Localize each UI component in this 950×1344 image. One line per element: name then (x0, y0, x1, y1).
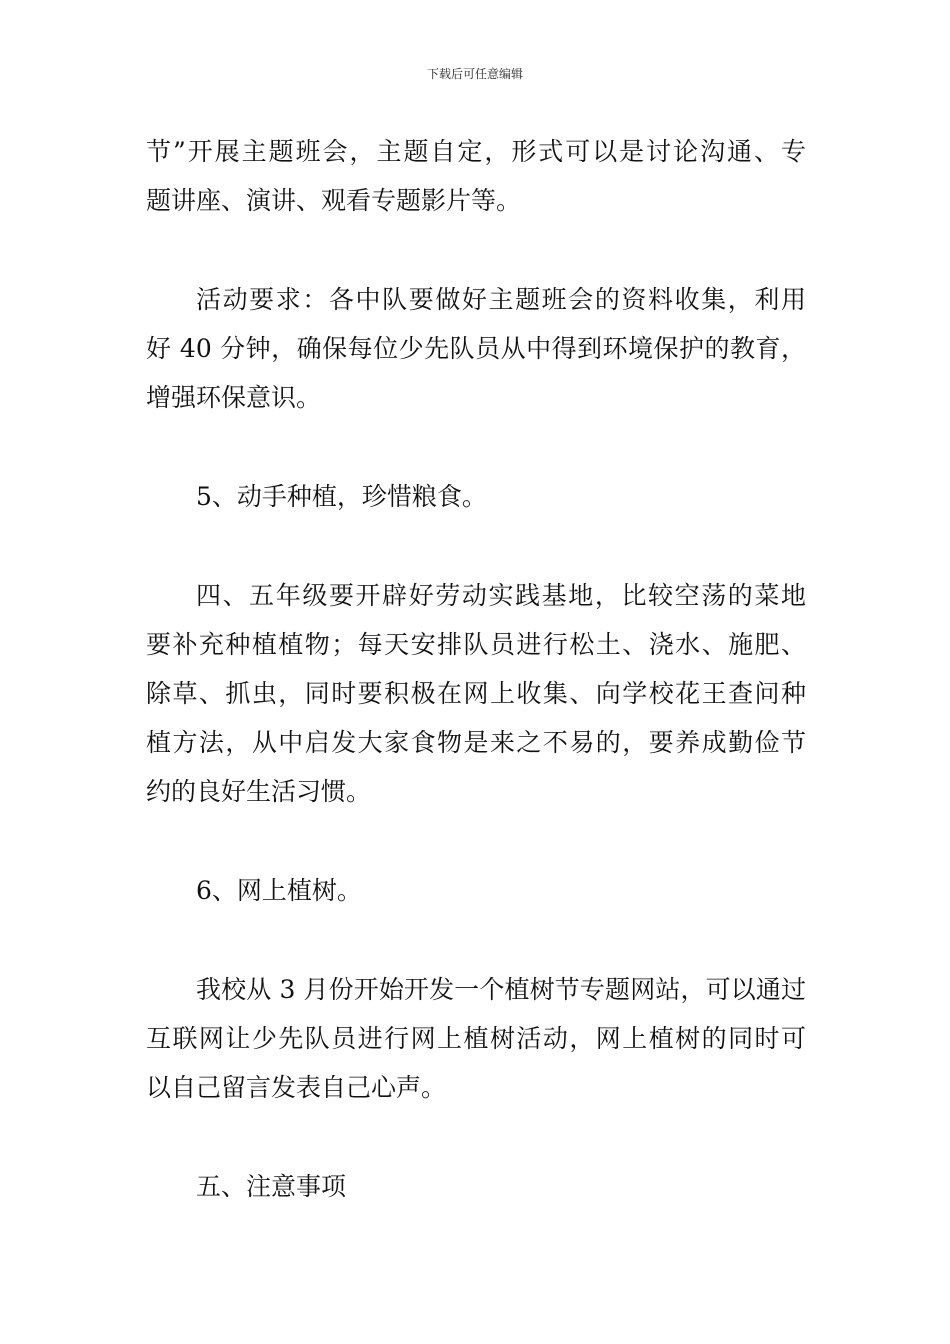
paragraph-labor-base (146, 571, 806, 816)
text-line: 6、网上植树。 (196, 876, 362, 905)
text-line: 增强环保意识。 (146, 383, 322, 412)
text-line: 约的良好生活习惯。 (146, 777, 372, 806)
section-heading-notes (146, 1162, 806, 1211)
document-body (146, 127, 806, 1211)
text-line: 除草、抓虫，同时要积极在网上收集、向学校花王查问种 (146, 679, 806, 708)
paragraph-theme-meeting (146, 127, 806, 225)
page-header-note: 下载后可任意编辑 (426, 67, 523, 81)
paragraph-website (146, 965, 806, 1112)
text-line: 植方法，从中启发大家食物是来之不易的，要养成勤俭节 (146, 728, 806, 757)
text-line: 五、注意事项 (196, 1172, 347, 1201)
section-heading-planting (146, 472, 806, 521)
text-line: 活动要求：各中队要做好主题班会的资料收集，利用 (196, 285, 806, 314)
paragraph-activity-requirements (146, 275, 806, 422)
text-line: 题讲座、演讲、观看专题影片等。 (146, 186, 522, 215)
section-heading-online-planting (146, 866, 806, 915)
text-line: 我校从 3 月份开始开发一个植树节专题网站，可以通过 (196, 975, 806, 1004)
text-line: 以自己留言发表自己心声。 (146, 1073, 447, 1102)
text-line: 节”开展主题班会，主题自定，形式可以是讨论沟通、专 (146, 137, 806, 166)
text-line: 要补充种植植物；每天安排队员进行松土、浇水、施肥、 (146, 630, 806, 659)
text-line: 互联网让少先队员进行网上植树活动，网上植树的同时可 (146, 1024, 806, 1053)
text-line: 好 40 分钟，确保每位少先队员从中得到环境保护的教育， (146, 334, 806, 363)
text-line: 5、动手种植，珍惜粮食。 (196, 482, 487, 511)
text-line: 四、五年级要开辟好劳动实践基地，比较空荡的菜地 (196, 581, 806, 610)
